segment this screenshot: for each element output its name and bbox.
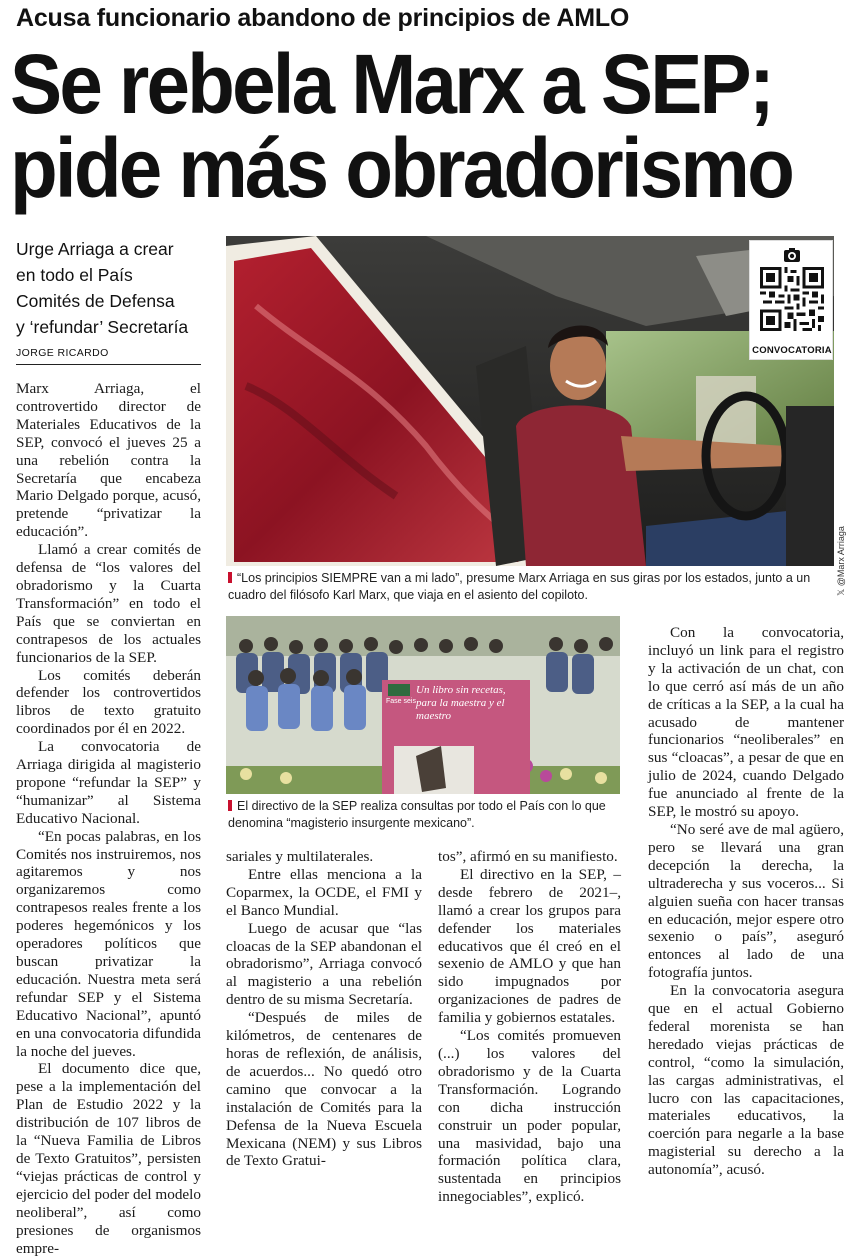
article-column-2	[226, 848, 422, 1170]
author-byline: JORGE RICARDO	[16, 347, 201, 365]
subhead-line: Urge Arriaga a crear	[16, 239, 174, 259]
paragraph: Entre ellas menciona a la Coparmex, la OCDE, el FMI y el Banco Mundial.	[226, 865, 422, 919]
subhead	[16, 236, 212, 340]
main-photo-caption	[228, 570, 836, 604]
subhead-line: y ‘refundar’ Secretaría	[16, 317, 189, 337]
main-photo	[226, 236, 834, 566]
secondary-photo	[226, 616, 620, 794]
paragraph: Llamó a crear comités de defensa de “los valores del obradorismo y la Cuarta Transformación” en todo el País que se conviertan en contrapesos de los actuales funcionarios de la SEP.	[16, 541, 201, 666]
paragraph: “Después de miles de kilómetros, de centenares de horas de reflexión, de análisis, de acuerdos... No quedó otro camino que convocar a la instalación de Comités para la Defensa de la Nueva Escuela Mexicana (NEM) y sus Libros de Texto Gratui-	[226, 1009, 422, 1170]
paragraph: El documento dice que, pese a la implementación del Plan de Estudio 2022 y la distribución de 107 libros de la “Nueva Familia de Libros de Texto Gratuitos”, persisten “viejas prácticas de control y ejercicio del poder del modelo neoliberal”, así como presiones de organismos empre-	[16, 1060, 201, 1257]
caption-text: El directivo de la SEP realiza consultas por todo el País con lo que denomina “magisterio insurgente mexicano”.	[228, 799, 606, 830]
paragraph: El directivo en la SEP, –desde febrero de 2021–, llamó a crear los grupos para defender los materiales educativos que él creó en el sexenio de AMLO y que han sido impugnados por organizaciones de padres de familia y gobiernos estatales.	[438, 865, 621, 1027]
camera-icon	[783, 247, 801, 263]
article-column-1	[16, 380, 201, 1257]
headline-line-2: pide más obradorismo	[10, 121, 793, 215]
paragraph: En la convocatoria asegura que en el actual Gobierno federal morenista se han heredado viejas prácticas de control, “como la simulación, las cargas administrativas, el lucro con las capacitaciones, materiales educativos, la coerción para negarle a la base magisterial su derecho a la autonomía”, acusó.	[648, 982, 844, 1179]
qr-code-icon	[760, 267, 824, 331]
caption-marker	[228, 800, 232, 811]
paragraph: “En pocas palabras, en los Comités nos instruiremos, nos agitaremos y nos organizaremos como contrapesos reales frente a los poderes hegemónicos y los operadores políticos que buscan privatizar la educación. Nuestra meta será refundar SEP y el Sistema Educativo Nacional”, apuntó en una convocatoria difundida la noche del jueves.	[16, 827, 201, 1060]
paragraph: La convocatoria de Arriaga dirigida al magisterio propone “refundar la SEP” y “humanizar” al Sistema Educativo Nacional.	[16, 738, 201, 827]
book-title: Un libro sin recetas, para la maestra y el maestro	[416, 684, 506, 722]
article-column-4	[648, 624, 844, 1179]
qr-code-box[interactable]	[749, 240, 833, 360]
book-badge: Fase seis	[386, 698, 416, 705]
paragraph: “No seré ave de mal agüero, pero se llevará una gran decepción la derecha, la ultraderecha y sus voceros... Si alguien sueña con hacer transas en educación, mejor espere otro sexenio o país”, aseguró entonces al lado de una fotografía juntos.	[648, 820, 844, 982]
paragraph: Los comités deberán defender los controvertidos libros de texto gratuito coordinados por él en 2022.	[16, 666, 201, 738]
paragraph: Luego de acusar que “las cloacas de la SEP abandonan el obradorismo”, Arriaga convocó al magisterio a una rebelión dentro de su misma Secretaría.	[226, 919, 422, 1009]
social-handle: @Marx Arriaga	[836, 526, 846, 587]
secondary-photo-caption	[228, 798, 622, 832]
qr-label: CONVOCATORIA	[752, 345, 832, 356]
kicker: Acusa funcionario abandono de principios de AMLO	[16, 4, 630, 32]
paragraph: tos”, afirmó en su manifiesto.	[438, 848, 618, 865]
caption-text: “Los principios SIEMPRE van a mi lado”, presume Marx Arriaga en sus giras por los estados, junto a un cuadro del filósofo Karl Marx, que viaja en el asiento del copiloto.	[228, 571, 811, 602]
caption-marker	[228, 572, 232, 583]
social-credit	[836, 516, 847, 596]
paragraph: Marx Arriaga, el controvertido director de Materiales Educativos de la SEP, convocó el jueves 25 a una rebelión contra la Secretaría que encabeza Mario Delgado porque, acusó, pretende “privatizar la educación”.	[16, 380, 201, 541]
x-logo-icon: 𝕏	[836, 586, 846, 596]
main-photo-illustration	[226, 236, 834, 566]
paragraph: sariales y multilaterales.	[226, 848, 374, 865]
subhead-line: en todo el País	[16, 265, 133, 285]
subhead-line: Comités de Defensa	[16, 291, 175, 311]
paragraph: Con la convocatoria, incluyó un link para el registro y la activación de un chat, con lo que cerró así más de un año de críticas a la SEP, a la cual ha acusado de mantener funcionarios “neoliberales” en sus “cloacas”, a pesar de que en julio de 2024, cuando Delgado fue anunciado al frente de la SEP, le mostró su apoyo.	[648, 624, 844, 821]
paragraph: “Los comités promueven (...) los valores del obradorismo y de la Cuarta Transformación. Logrando con dicha instrucción construir un poder popular, una masividad, bajo una formación política clara, sustentada en principios innegociables”, explicó.	[438, 1027, 621, 1206]
headline-line-1: Se rebela Marx a SEP;	[10, 37, 773, 131]
article-column-3	[438, 848, 621, 1206]
headline	[10, 37, 793, 215]
